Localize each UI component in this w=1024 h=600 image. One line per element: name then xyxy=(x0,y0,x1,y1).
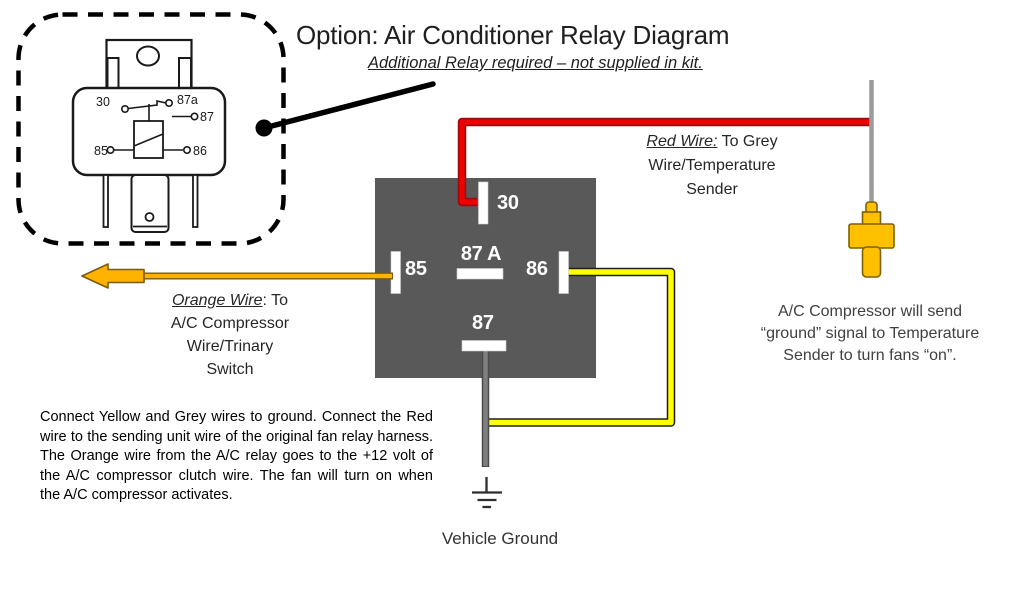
red-wire-label-line3: Sender xyxy=(686,181,738,198)
compressor-note-line1: A/C Compressor will send xyxy=(777,303,963,320)
callout-pointer-line xyxy=(264,84,433,128)
terminal-dot-87a xyxy=(166,100,172,106)
vehicle-ground-label: Vehicle Ground xyxy=(441,529,559,548)
orange-wire-label-tail: : To xyxy=(262,292,289,309)
relay-leg-right xyxy=(193,175,198,227)
relay-tab-slot-right xyxy=(179,58,191,89)
compressor-note-line2: “ground” signal to Temperature xyxy=(760,325,980,342)
red-wire-label xyxy=(610,130,814,202)
inset-label-87: 87 xyxy=(200,110,214,124)
pin-label-30: 30 xyxy=(497,192,519,214)
red-wire-label-lead: Red Wire: xyxy=(646,133,718,150)
relay-pin-87a xyxy=(457,269,503,280)
relay-leg-hole xyxy=(146,213,154,221)
orange-wire-label-lead: Orange Wire xyxy=(171,292,263,309)
relay-tab-slot-left xyxy=(108,58,119,89)
sender-neck xyxy=(863,212,881,225)
terminal-dot-87 xyxy=(191,113,197,119)
terminal-dot-86 xyxy=(184,147,190,153)
callout-pointer-dot xyxy=(256,120,273,137)
terminal-dot-85 xyxy=(107,147,113,153)
pin-label-87: 87 xyxy=(472,312,494,334)
orange-wire-label-line1 xyxy=(128,289,332,312)
relay-schematic-icon xyxy=(73,40,225,232)
inset-label-86: 86 xyxy=(193,144,207,158)
orange-wire-label-line3: Wire/Trinary xyxy=(186,338,274,355)
orange-arrow-icon xyxy=(82,264,144,288)
sender-nut xyxy=(849,224,894,248)
instructions-paragraph: Connect Yellow and Grey wires to ground. Connect the Red wire to the sending unit wire of the original fan relay harness. The Orange wire from the A/C relay goes to the +12 volt of the A/C compressor clutch wire. The fan will turn on when the A/C compressor activates. xyxy=(40,409,433,504)
compressor-note-line3: Sender to turn fans “on”. xyxy=(783,347,957,364)
red-wire-label-line1 xyxy=(610,130,814,154)
compressor-note xyxy=(738,301,1002,367)
red-wire-label-tail: To Grey xyxy=(717,133,778,150)
terminal-dot-30 xyxy=(122,106,128,112)
relay-pin-86 xyxy=(559,252,569,294)
relay-pin-30 xyxy=(479,182,489,224)
page-subtitle: Additional Relay required – not supplied in kit. xyxy=(368,54,703,72)
orange-wire-label-line4: Switch xyxy=(206,361,254,378)
sender-body xyxy=(863,247,881,277)
inset-label-87a: 87a xyxy=(177,93,198,107)
inset-label-85: 85 xyxy=(94,144,108,158)
pin-label-87a: 87 A xyxy=(460,243,502,265)
ground-symbol-icon xyxy=(472,477,502,507)
red-wire-label-line2: Wire/Temperature xyxy=(648,157,776,174)
relay-leg-center xyxy=(132,175,169,232)
pin-label-86: 86 xyxy=(526,258,548,280)
relay-tab-hole xyxy=(137,47,159,66)
page-title: Option: Air Conditioner Relay Diagram xyxy=(296,20,730,50)
orange-wire-label-line2: A/C Compressor xyxy=(170,315,290,332)
relay-pin-87 xyxy=(462,341,506,352)
orange-wire-label xyxy=(128,289,332,381)
temperature-sender-icon xyxy=(849,202,894,277)
relay-leg-left xyxy=(104,175,109,227)
pin-label-85: 85 xyxy=(405,258,427,280)
inset-label-30: 30 xyxy=(96,95,110,109)
